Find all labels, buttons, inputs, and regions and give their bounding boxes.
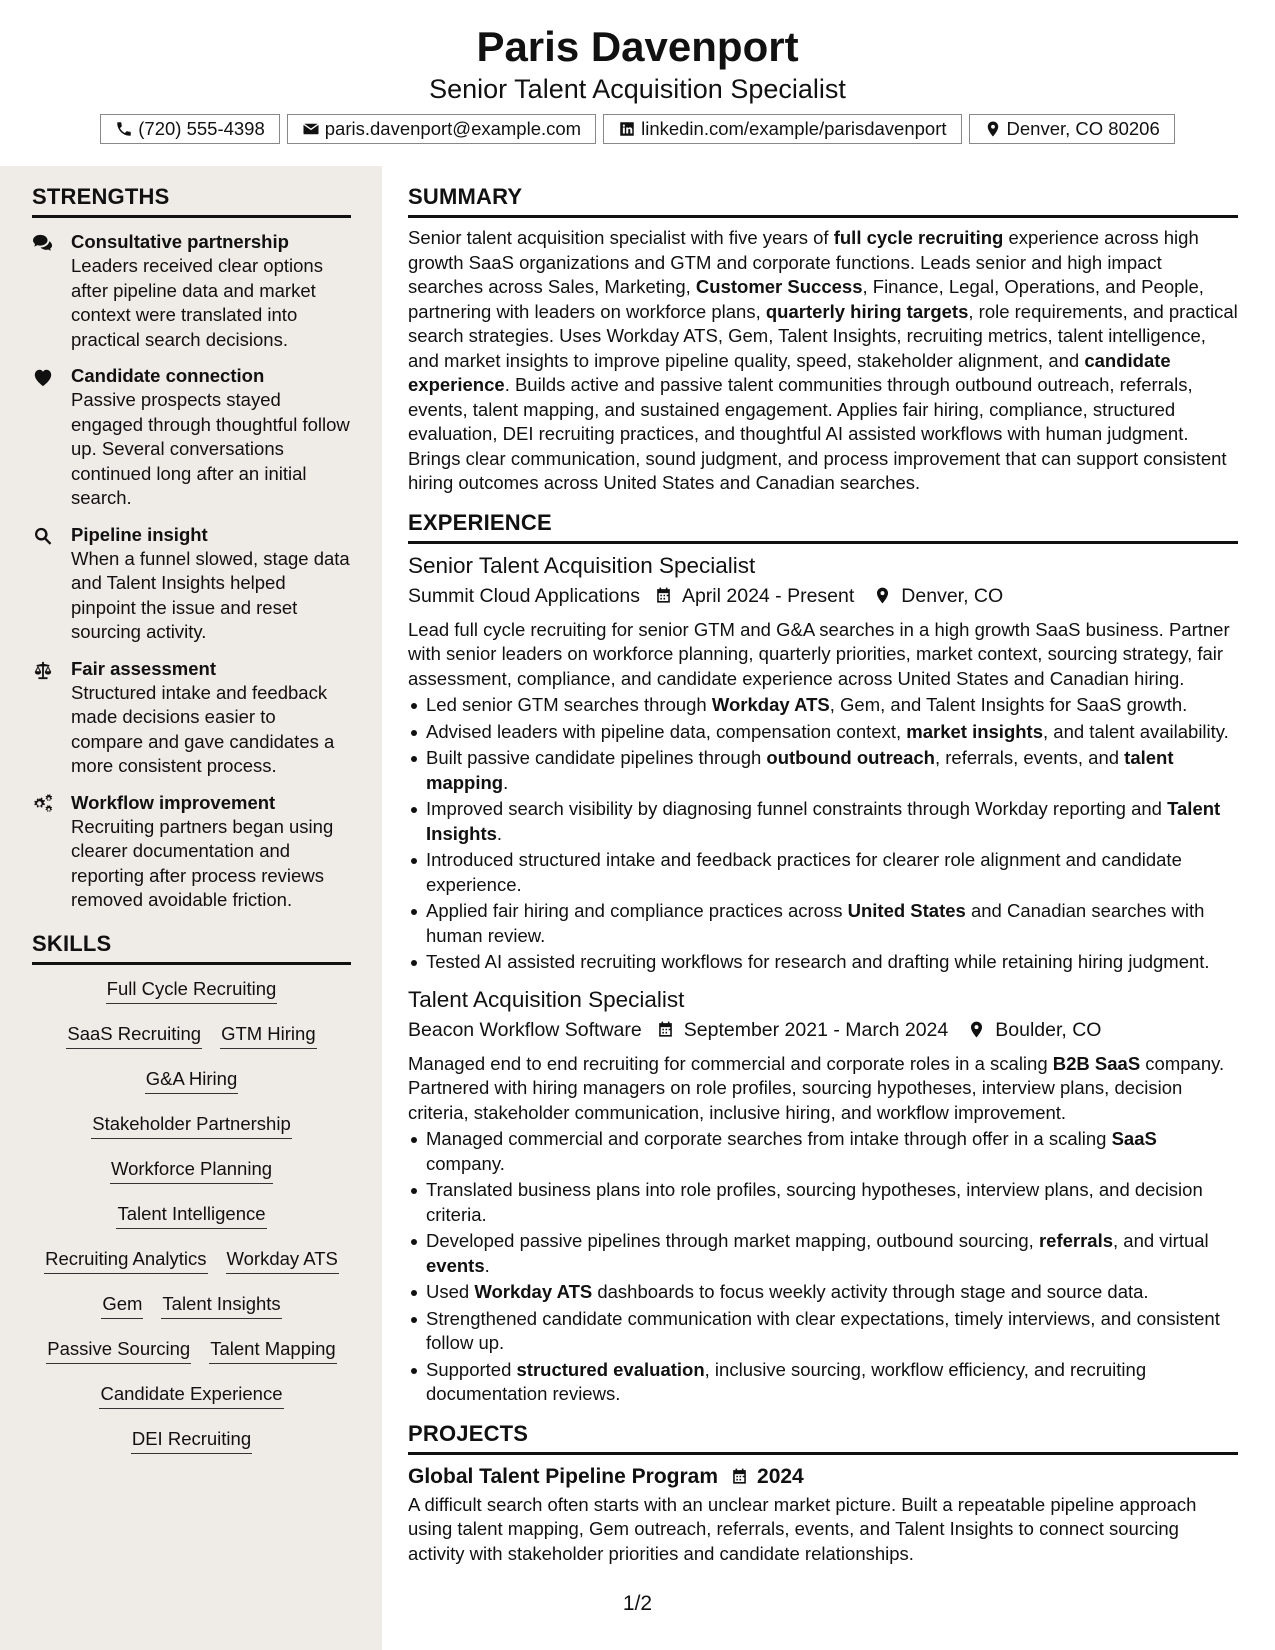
job-dates: April 2024 - Present — [681, 584, 855, 607]
text-run: company. Partnered with hiring managers on role profiles, sourcing hypotheses, interview plans, decision criteria, stakeholder communication, inclusive hiring, and workflow improvement. — [408, 1052, 1225, 1123]
strength-title: Pipeline insight — [71, 523, 208, 545]
skills-heading: SKILLS — [32, 931, 351, 965]
bullet-item — [408, 1307, 1238, 1356]
job-entry — [408, 985, 1238, 1407]
text-run: Led senior GTM searches through — [426, 694, 712, 715]
text-run: , role requirements, and practical search strategies. Uses Workday ATS, Gem, Talent Insights, recruiting metrics, talent intelligence, and market insights to improve pipeline quality, speed, stakeholder alignment, and — [408, 300, 1238, 371]
summary-heading: SUMMARY — [408, 184, 1238, 218]
bullet-item — [408, 720, 1238, 745]
strength-item — [32, 523, 351, 645]
skill-row — [32, 1247, 351, 1292]
strength-desc: Structured intake and feedback made decisions easier to compare and gave candidates a more consistent process. — [71, 681, 335, 776]
strength-desc: Leaders received clear options after pipeline data and market context were translated into practical search decisions. — [71, 255, 323, 350]
project-desc: A difficult search often starts with an unclear market picture. Built a repeatable pipeline approach using talent mapping, Gem outreach, referrals, events, and Talent Insights to connect sourcing activity with stakeholder priorities and candidate relationships. — [408, 1493, 1197, 1564]
emphasis-text: events — [426, 1254, 485, 1276]
emphasis-text: quarterly hiring targets — [765, 300, 969, 322]
scales-icon — [32, 660, 54, 680]
project-year: 2024 — [757, 1464, 804, 1488]
strengths-heading: STRENGTHS — [32, 184, 351, 218]
location-pin-icon — [967, 1020, 986, 1039]
bullet-item — [408, 848, 1238, 897]
emphasis-text: Talent Insights — [426, 798, 1221, 844]
linkedin-icon — [618, 120, 636, 138]
text-run: , referrals, events, and — [934, 747, 1125, 768]
chat-bubbles-icon — [32, 233, 54, 253]
job-location: Denver, CO — [901, 584, 1004, 607]
job-title: Talent Acquisition Specialist — [408, 986, 685, 1012]
text-run: Managed commercial and corporate searches from intake through offer in a scaling — [426, 1128, 1112, 1149]
emphasis-text: structured evaluation — [516, 1358, 705, 1380]
skills-list — [32, 977, 351, 1472]
skill-tag: Stakeholder Partnership — [91, 1112, 291, 1139]
page-number-text: 1/2 — [622, 1592, 653, 1615]
skill-tag: Workforce Planning — [110, 1157, 273, 1184]
text-run: and Canadian searches with human review. — [426, 900, 1205, 946]
job-intro — [408, 1052, 1238, 1126]
job-entry — [408, 551, 1238, 975]
strength-item — [32, 364, 351, 511]
skill-tag: Talent Intelligence — [116, 1202, 266, 1229]
page-number — [0, 1592, 1275, 1616]
emphasis-text: outbound outreach — [766, 747, 935, 768]
bullet-item — [408, 1358, 1238, 1407]
emphasis-text: SaaS — [1111, 1128, 1157, 1149]
strength-item — [32, 791, 351, 913]
text-run: Used — [426, 1281, 475, 1302]
skill-row — [32, 1157, 351, 1202]
emphasis-text: talent mapping — [426, 747, 1174, 793]
contact-email[interactable] — [287, 114, 596, 144]
text-run: , and virtual — [1113, 1230, 1209, 1251]
strength-title: Fair assessment — [71, 657, 217, 679]
bullet-item — [408, 1127, 1238, 1176]
skill-tag: Full Cycle Recruiting — [106, 977, 278, 1004]
text-run: Tested AI assisted recruiting workflows for research and drafting while retaining hiring judgment. — [426, 951, 1210, 972]
skill-row — [32, 1202, 351, 1247]
strength-title: Candidate connection — [71, 365, 265, 386]
job-bullets — [408, 693, 1238, 975]
emphasis-text: referrals — [1038, 1230, 1114, 1251]
text-run: Senior talent acquisition specialist with five years of — [408, 227, 834, 248]
contact-linkedin[interactable] — [603, 114, 961, 144]
contact-location-text: Denver, CO 80206 — [1006, 118, 1160, 139]
text-run: . — [484, 1254, 490, 1276]
calendar-icon — [656, 1020, 675, 1039]
location-pin-icon — [873, 586, 892, 605]
summary-text — [408, 226, 1238, 496]
contact-email-text: paris.davenport@example.com — [324, 118, 582, 139]
skill-tag: GTM Hiring — [220, 1022, 317, 1049]
text-run: dashboards to focus weekly activity through stage and source data. — [592, 1281, 1149, 1302]
main-content — [382, 166, 1275, 1650]
skill-row — [32, 1382, 351, 1427]
strength-item — [32, 657, 351, 779]
job-location: Boulder, CO — [995, 1018, 1102, 1041]
strength-title: Workflow improvement — [71, 791, 276, 813]
contact-phone[interactable] — [100, 114, 280, 144]
text-run: Translated business plans into role profiles, sourcing hypotheses, interview plans, and decision criteria. — [426, 1179, 1203, 1225]
project-title-row — [408, 1463, 1238, 1491]
emphasis-text: Customer Success — [695, 276, 863, 297]
text-run: , Gem, and Talent Insights for SaaS growth. — [829, 694, 1188, 715]
emphasis-text: B2B SaaS — [1052, 1052, 1141, 1074]
skill-tag: Workday ATS — [226, 1247, 339, 1274]
text-run: , and talent availability. — [1043, 720, 1229, 742]
candidate-name: Paris Davenport — [476, 23, 799, 70]
text-run: Built passive candidate pipelines through — [426, 747, 767, 768]
mail-icon — [302, 120, 320, 138]
skill-row — [32, 1112, 351, 1157]
text-run: Supported — [426, 1358, 517, 1380]
calendar-icon — [730, 1467, 749, 1486]
bullet-item — [408, 746, 1238, 795]
skill-tag: G&A Hiring — [145, 1067, 239, 1094]
job-intro — [408, 618, 1238, 692]
contact-phone-text: (720) 555-4398 — [138, 118, 265, 139]
skill-tag: Talent Insights — [161, 1292, 281, 1319]
emphasis-text: candidate experience — [408, 349, 1171, 395]
strength-desc: Passive prospects stayed engaged through thoughtful follow up. Several conversations continued long after an initial search. — [71, 389, 350, 508]
contact-location — [969, 114, 1175, 144]
text-run: experience across high growth SaaS organizations and GTM and corporate functions. Leads senior and high impact searches across Sales, Marketing, — [408, 227, 1199, 297]
text-run: , inclusive sourcing, workflow efficiency, and recruiting documentation reviews. — [426, 1358, 1147, 1404]
bullet-item — [408, 693, 1238, 718]
skill-tag: Passive Sourcing — [46, 1337, 191, 1364]
project-title: Global Talent Pipeline Program — [408, 1464, 719, 1488]
skill-row — [32, 977, 351, 1022]
skill-tag: DEI Recruiting — [131, 1427, 252, 1454]
job-bullets — [408, 1127, 1238, 1407]
emphasis-text: full cycle recruiting — [833, 227, 1004, 248]
skill-tag: Gem — [101, 1292, 143, 1319]
bullet-item — [408, 950, 1238, 975]
gears-icon — [32, 794, 54, 814]
sidebar — [0, 166, 382, 1650]
text-run: . Builds active and passive talent communities through outbound outreach, referrals, events, talent mapping, and sustained engagement. Applies fair hiring, compliance, structured evaluation, DEI recruiting practices, and thoughtful AI assisted workflows with human judgment. Brings clear communication, sound judgment, and process improvement that can support consistent hiring outcomes across United States and Canadian searches. — [408, 374, 1227, 493]
project-entry — [408, 1463, 1238, 1567]
bullet-item — [408, 797, 1238, 846]
contact-linkedin-text: linkedin.com/example/parisdavenport — [641, 118, 947, 139]
phone-icon — [115, 120, 133, 138]
projects-heading: PROJECTS — [408, 1421, 1238, 1455]
text-run: Lead full cycle recruiting for senior GTM and G&A searches in a high growth SaaS business. Partner with senior leaders on workforce planning, quarterly priorities, market context, sourcing strategy, fair assessment, compliance, and candidate experience across United States and Canadian hiring. — [408, 618, 1230, 689]
contact-bar — [0, 114, 1275, 144]
text-run: Managed end to end recruiting for commercial and corporate roles in a scaling — [408, 1052, 1053, 1074]
job-company: Beacon Workflow Software — [408, 1018, 642, 1041]
job-dates: September 2021 - March 2024 — [683, 1018, 949, 1041]
job-company: Summit Cloud Applications — [408, 584, 640, 607]
emphasis-text: market insights — [906, 720, 1044, 742]
strength-item — [32, 230, 351, 352]
skill-row — [32, 1067, 351, 1112]
skill-row — [32, 1427, 351, 1472]
bullet-item — [408, 899, 1238, 948]
text-run: Developed passive pipelines through market mapping, outbound sourcing, — [426, 1230, 1039, 1251]
text-run: Applied fair hiring and compliance practices across — [426, 900, 848, 921]
bullet-item — [408, 1229, 1238, 1278]
strength-desc: When a funnel slowed, stage data and Talent Insights helped pinpoint the issue and reset sourcing activity. — [71, 547, 350, 642]
job-meta — [408, 1016, 1238, 1044]
emphasis-text: Workday ATS — [474, 1281, 593, 1302]
text-run: Strengthened candidate communication with clear expectations, timely interviews, and consistent follow up. — [426, 1307, 1220, 1353]
text-run: Improved search visibility by diagnosing funnel constraints through Workday reporting and — [426, 798, 1168, 819]
magnifier-icon — [32, 526, 54, 546]
skill-tag: Candidate Experience — [99, 1382, 283, 1409]
skill-row — [32, 1337, 351, 1382]
heart-icon — [32, 367, 54, 387]
text-run: Introduced structured intake and feedback practices for clearer role alignment and candidate experience. — [426, 849, 1182, 895]
job-title: Senior Talent Acquisition Specialist — [408, 552, 756, 578]
job-meta — [408, 582, 1238, 610]
resume-header — [0, 0, 1275, 166]
text-run: , Finance, Legal, Operations, and People, partnering with leaders on workforce plans, — [408, 276, 1204, 322]
bullet-item — [408, 1280, 1238, 1305]
strength-title: Consultative partnership — [71, 231, 289, 252]
emphasis-text: United States — [847, 900, 966, 921]
experience-heading: EXPERIENCE — [408, 510, 1238, 544]
calendar-icon — [654, 586, 673, 605]
skill-row — [32, 1292, 351, 1337]
skill-row — [32, 1022, 351, 1067]
text-run: Advised leaders with pipeline data, compensation context, — [426, 720, 907, 742]
skill-tag: Talent Mapping — [209, 1337, 336, 1364]
text-run: . — [503, 771, 509, 793]
candidate-title: Senior Talent Acquisition Specialist — [429, 74, 846, 104]
text-run: company. — [426, 1152, 505, 1174]
text-run: . — [496, 822, 503, 844]
location-pin-icon — [984, 120, 1002, 138]
emphasis-text: Workday ATS — [711, 694, 830, 715]
skill-tag: SaaS Recruiting — [66, 1022, 202, 1049]
bullet-item — [408, 1178, 1238, 1227]
skill-tag: Recruiting Analytics — [44, 1247, 207, 1274]
strength-desc: Recruiting partners began using clearer documentation and reporting after process reviews removed avoidable friction. — [71, 815, 334, 910]
